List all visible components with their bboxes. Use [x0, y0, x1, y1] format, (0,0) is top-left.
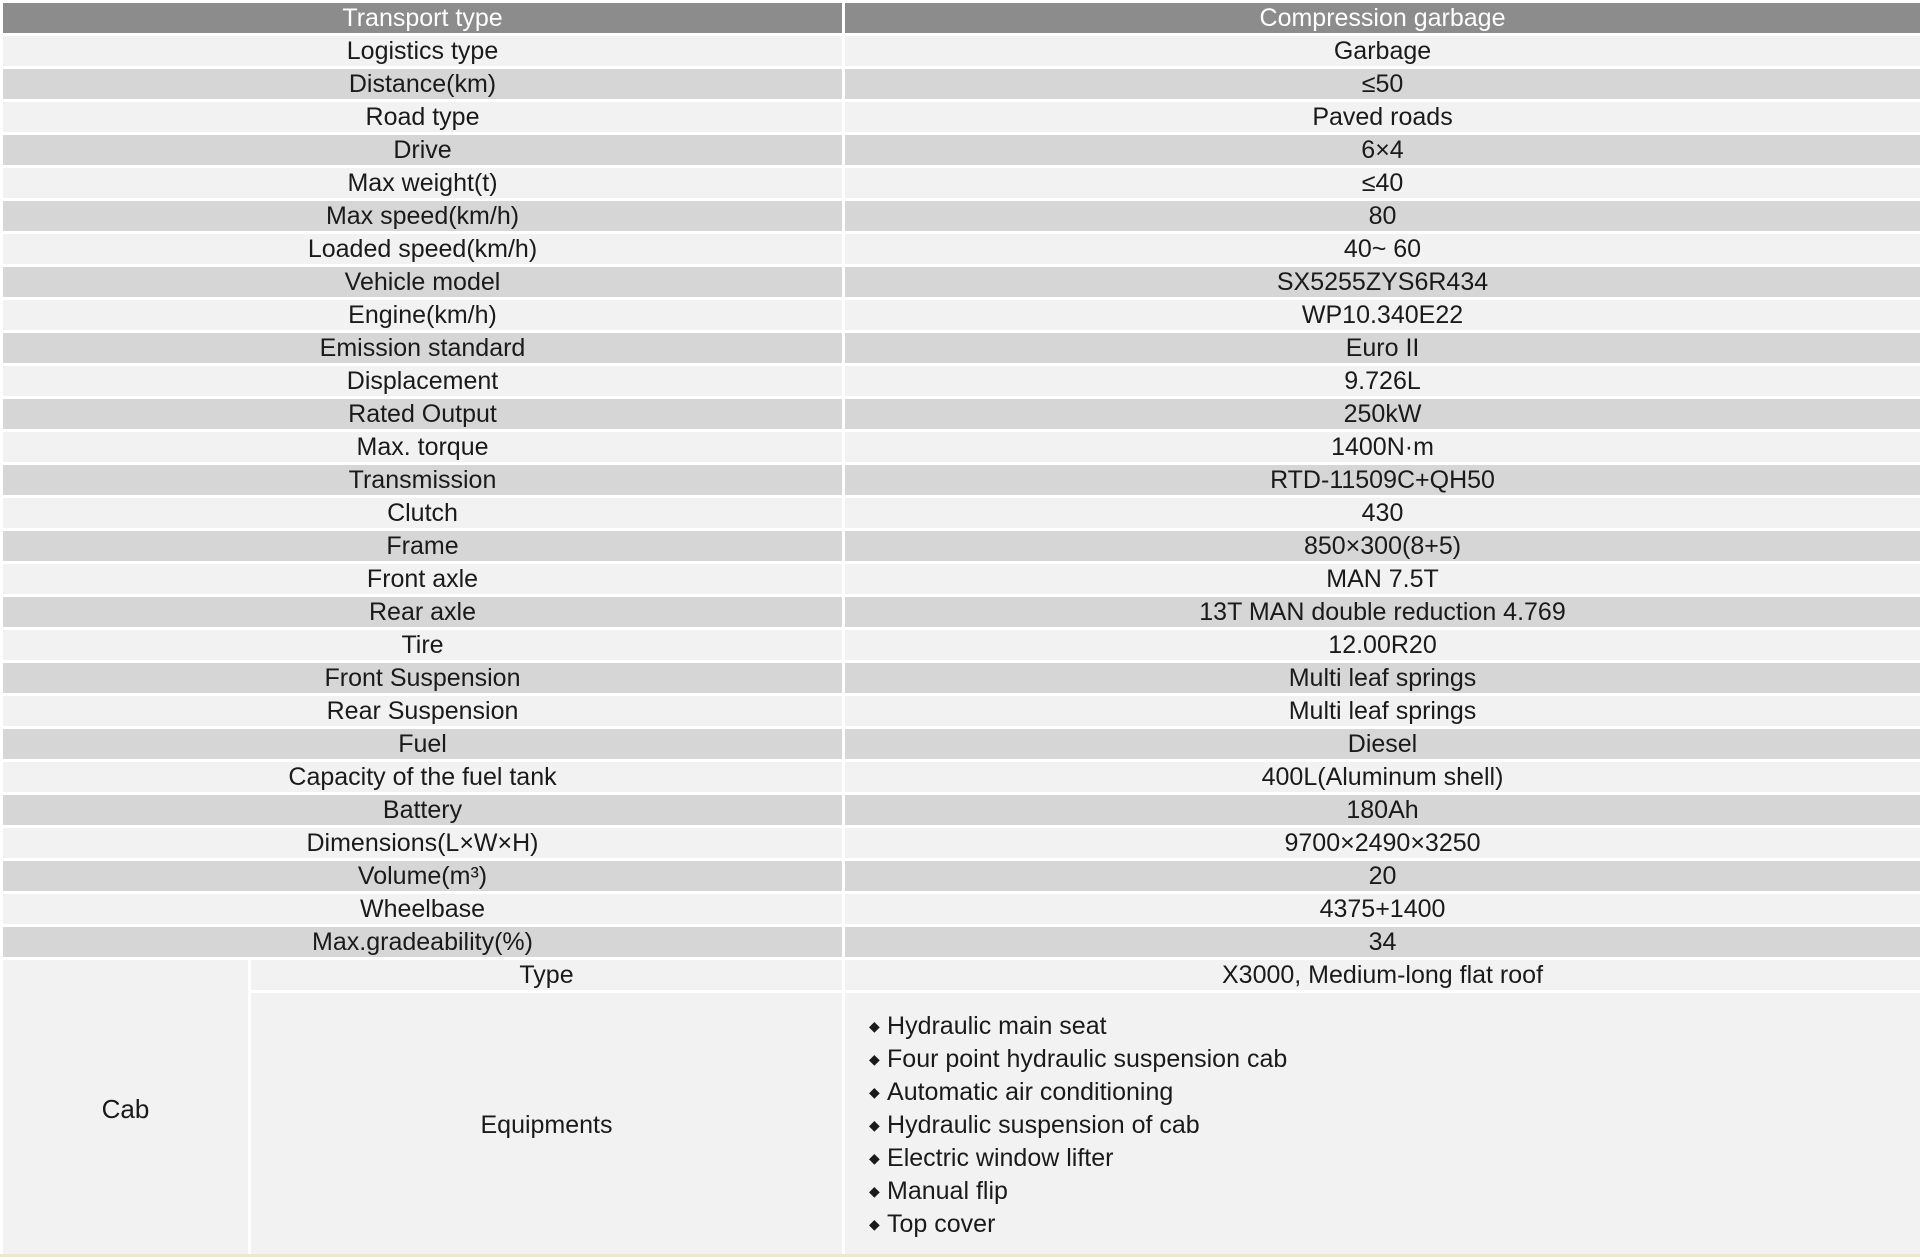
table-row: [3, 102, 1920, 132]
spec-label: Front Suspension: [3, 663, 842, 693]
spec-value: RTD-11509C+QH50: [845, 465, 1920, 495]
table-row: [3, 762, 1920, 792]
spec-label: Max speed(km/h): [3, 201, 842, 231]
spec-label: Clutch: [3, 498, 842, 528]
spec-value: WP10.340E22: [845, 300, 1920, 330]
spec-table-body: [3, 3, 1920, 1257]
table-row: [3, 300, 1920, 330]
spec-label: Engine(km/h): [3, 300, 842, 330]
equipment-text: Hydraulic suspension of cab: [887, 1110, 1200, 1139]
list-item: [869, 1208, 1920, 1241]
table-row: [3, 201, 1920, 231]
spec-label: Transmission: [3, 465, 842, 495]
spec-value: Diesel: [845, 729, 1920, 759]
spec-label: Vehicle model: [3, 267, 842, 297]
header-label: Transport type: [3, 3, 842, 33]
spec-label: Road type: [3, 102, 842, 132]
header-value: Compression garbage: [845, 3, 1920, 33]
spec-value: 4375+1400: [845, 894, 1920, 924]
spec-label: Dimensions(L×W×H): [3, 828, 842, 858]
spec-label: Frame: [3, 531, 842, 561]
equipments-cell: [845, 993, 1920, 1257]
spec-value: 180Ah: [845, 795, 1920, 825]
equipment-text: Top cover: [887, 1209, 996, 1238]
diamond-bullet-icon: ◆: [869, 1017, 880, 1034]
table-row: [3, 531, 1920, 561]
spec-label: Tire: [3, 630, 842, 660]
table-row: [3, 894, 1920, 924]
equipment-text: Automatic air conditioning: [887, 1077, 1174, 1106]
spec-label: Displacement: [3, 366, 842, 396]
header-row: [3, 3, 1920, 33]
table-row: [3, 399, 1920, 429]
spec-label: Front axle: [3, 564, 842, 594]
table-row: [3, 366, 1920, 396]
table-row: [3, 729, 1920, 759]
spec-label: Rated Output: [3, 399, 842, 429]
table-row: [3, 861, 1920, 891]
cab-type-value: X3000, Medium-long flat roof: [845, 960, 1920, 990]
diamond-bullet-icon: ◆: [869, 1083, 880, 1100]
spec-label: Battery: [3, 795, 842, 825]
spec-label: Wheelbase: [3, 894, 842, 924]
spec-label: Max. torque: [3, 432, 842, 462]
table-row: [3, 828, 1920, 858]
table-row: [3, 795, 1920, 825]
table-row: [3, 663, 1920, 693]
spec-label: Rear Suspension: [3, 696, 842, 726]
diamond-bullet-icon: ◆: [869, 1149, 880, 1166]
equipment-text: Manual flip: [887, 1176, 1008, 1205]
table-row: [3, 135, 1920, 165]
table-row: [3, 168, 1920, 198]
table-row: [3, 927, 1920, 957]
table-row: [3, 630, 1920, 660]
table-row: [3, 465, 1920, 495]
spec-label: Volume(m³): [3, 861, 842, 891]
equipment-text: Four point hydraulic suspension cab: [887, 1044, 1288, 1073]
list-item: [869, 1010, 1920, 1043]
spec-value: 20: [845, 861, 1920, 891]
spec-value: SX5255ZYS6R434: [845, 267, 1920, 297]
cab-type-label: Type: [251, 960, 842, 990]
equipment-text: Electric window lifter: [887, 1143, 1114, 1172]
spec-value: ≤40: [845, 168, 1920, 198]
list-item: [869, 1142, 1920, 1175]
spec-value: Garbage: [845, 36, 1920, 66]
spec-value: 40~ 60: [845, 234, 1920, 264]
table-row: [3, 597, 1920, 627]
list-item: [869, 1043, 1920, 1076]
table-row: [3, 498, 1920, 528]
table-row: [3, 267, 1920, 297]
diamond-bullet-icon: ◆: [869, 1116, 880, 1133]
cab-type-row: [3, 960, 1920, 990]
spec-value: 6×4: [845, 135, 1920, 165]
spec-label: Emission standard: [3, 333, 842, 363]
spec-value: ≤50: [845, 69, 1920, 99]
list-item: [869, 1076, 1920, 1109]
table-row: [3, 696, 1920, 726]
equipments-label: Equipments: [251, 993, 842, 1257]
spec-value: 1400N·m: [845, 432, 1920, 462]
list-item: [869, 1109, 1920, 1142]
spec-value: 9700×2490×3250: [845, 828, 1920, 858]
table-row: [3, 333, 1920, 363]
spec-label: Fuel: [3, 729, 842, 759]
diamond-bullet-icon: ◆: [869, 1182, 880, 1199]
spec-label: Logistics type: [3, 36, 842, 66]
spec-value: 250kW: [845, 399, 1920, 429]
spec-label: Distance(km): [3, 69, 842, 99]
table-row: [3, 234, 1920, 264]
table-row: [3, 432, 1920, 462]
equipments-list: [845, 1010, 1920, 1241]
spec-value: 850×300(8+5): [845, 531, 1920, 561]
spec-value: Paved roads: [845, 102, 1920, 132]
table-row: [3, 69, 1920, 99]
spec-value: 9.726L: [845, 366, 1920, 396]
spec-value: MAN 7.5T: [845, 564, 1920, 594]
spec-value: 34: [845, 927, 1920, 957]
spec-label: Rear axle: [3, 597, 842, 627]
spec-label: Loaded speed(km/h): [3, 234, 842, 264]
spec-value: 430: [845, 498, 1920, 528]
spec-label: Max weight(t): [3, 168, 842, 198]
spec-value: 400L(Aluminum shell): [845, 762, 1920, 792]
spec-label: Drive: [3, 135, 842, 165]
diamond-bullet-icon: ◆: [869, 1050, 880, 1067]
list-item: [869, 1175, 1920, 1208]
cab-equipments-row: [3, 993, 1920, 1257]
table-row: [3, 36, 1920, 66]
spec-value: 80: [845, 201, 1920, 231]
spec-value: 13T MAN double reduction 4.769: [845, 597, 1920, 627]
spec-label: Capacity of the fuel tank: [3, 762, 842, 792]
diamond-bullet-icon: ◆: [869, 1215, 880, 1232]
spec-value: Euro II: [845, 333, 1920, 363]
spec-label: Max.gradeability(%): [3, 927, 842, 957]
table-row: [3, 564, 1920, 594]
spec-value: Multi leaf springs: [845, 663, 1920, 693]
cab-label: Cab: [3, 960, 248, 1257]
equipment-text: Hydraulic main seat: [887, 1011, 1107, 1040]
spec-value: 12.00R20: [845, 630, 1920, 660]
spec-value: Multi leaf springs: [845, 696, 1920, 726]
